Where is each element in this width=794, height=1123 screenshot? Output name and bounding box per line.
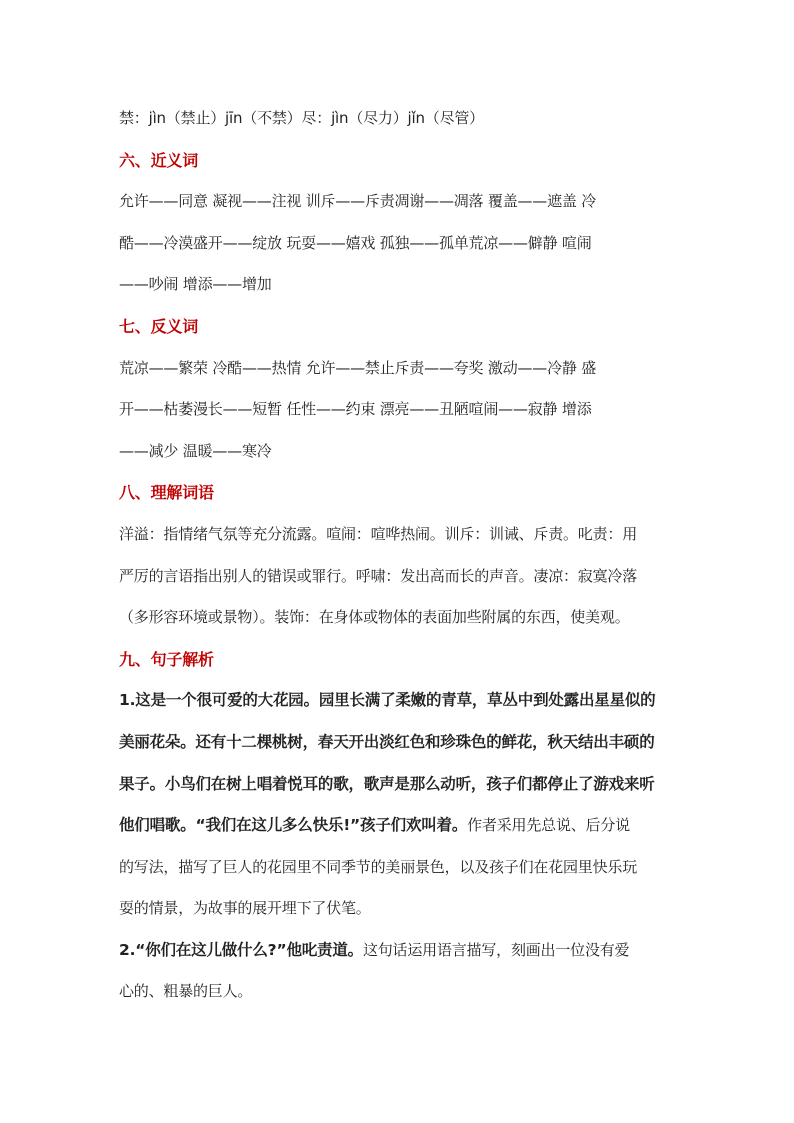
pronunciation-line: 禁：jìn（禁止）jīn（不禁）尽：jìn（尽力）jǐn（尽管）: [119, 109, 484, 127]
sentence-1-analysis: 作者采用先总说、后分说: [467, 816, 630, 835]
section-heading-synonyms: 六、近义词: [119, 150, 199, 170]
sentence-1-analysis-line: 耍的情景，为故事的展开埋下了伏笔。: [119, 899, 371, 918]
sentence-2-line: [119, 930, 675, 972]
definition-line: 洋溢：指情绪气氛等充分流露。喧闹：喧哗热闹。训斥：训诫、斥责。叱责：用: [119, 524, 638, 543]
sentence-1-quote: 他们唱歌。“我们在这儿多么快乐!”孩子们欢叫着。: [119, 816, 468, 835]
section-heading-sentences: 九、句子解析: [119, 649, 214, 669]
antonyms-line: ——减少 温暖——寒冷: [119, 441, 272, 460]
sentence-1-analysis-line: 的写法，描写了巨人的花园里不同季节的美丽景色，以及孩子们在花园里快乐玩: [119, 857, 638, 876]
sentence-1-line: 果子。小鸟们在树上唱着悦耳的歌，歌声是那么动听，孩子们都停止了游戏来听: [119, 774, 655, 793]
antonyms-line: 荒凉——繁荣 冷酷——热情 允许——禁止斥责——夸奖 激动——冷静 盛: [119, 358, 597, 377]
sentence-2-quote: 2.“你们在这儿做什么?”他叱责道。: [119, 940, 363, 959]
sentence-1-line: [119, 805, 675, 847]
antonyms-line: 开——枯萎漫长——短暂 任性——约束 漂亮——丑陋喧闹——寂静 增添: [119, 400, 592, 419]
sentence-1-line: 1.这是一个很可爱的大花园。园里长满了柔嫩的青草，草丛中到处露出星星似的: [119, 691, 656, 710]
sentence-2-analysis-line: 心的、粗暴的巨人。: [119, 982, 253, 1001]
definition-line: 严厉的言语指出别人的错误或罪行。呼啸：发出高而长的声音。凄凉：寂寞冷落: [119, 566, 638, 585]
synonyms-line: 允许——同意 凝视——注视 训斥——斥责凋谢——凋落 覆盖——遮盖 冷: [119, 192, 597, 211]
sentence-2-analysis: 这句话运用语言描写，刻画出一位没有爱: [362, 940, 630, 959]
section-heading-definitions: 八、理解词语: [119, 483, 214, 503]
synonyms-line: ——吵闹 增添——增加: [119, 275, 272, 294]
document-page: [119, 98, 675, 1013]
synonyms-line: 酷——冷漠盛开——绽放 玩耍——嬉戏 孤独——孤单荒凉——僻静 喧闹: [119, 233, 592, 252]
sentence-1-line: 美丽花朵。还有十二棵桃树，春天开出淡红色和珍珠色的鲜花，秋天结出丰硕的: [119, 732, 655, 751]
section-heading-antonyms: 七、反义词: [119, 316, 199, 336]
definition-line: （多形容环境或景物）。装饰：在身体或物体的表面加些附属的东西，使美观。: [119, 608, 630, 627]
